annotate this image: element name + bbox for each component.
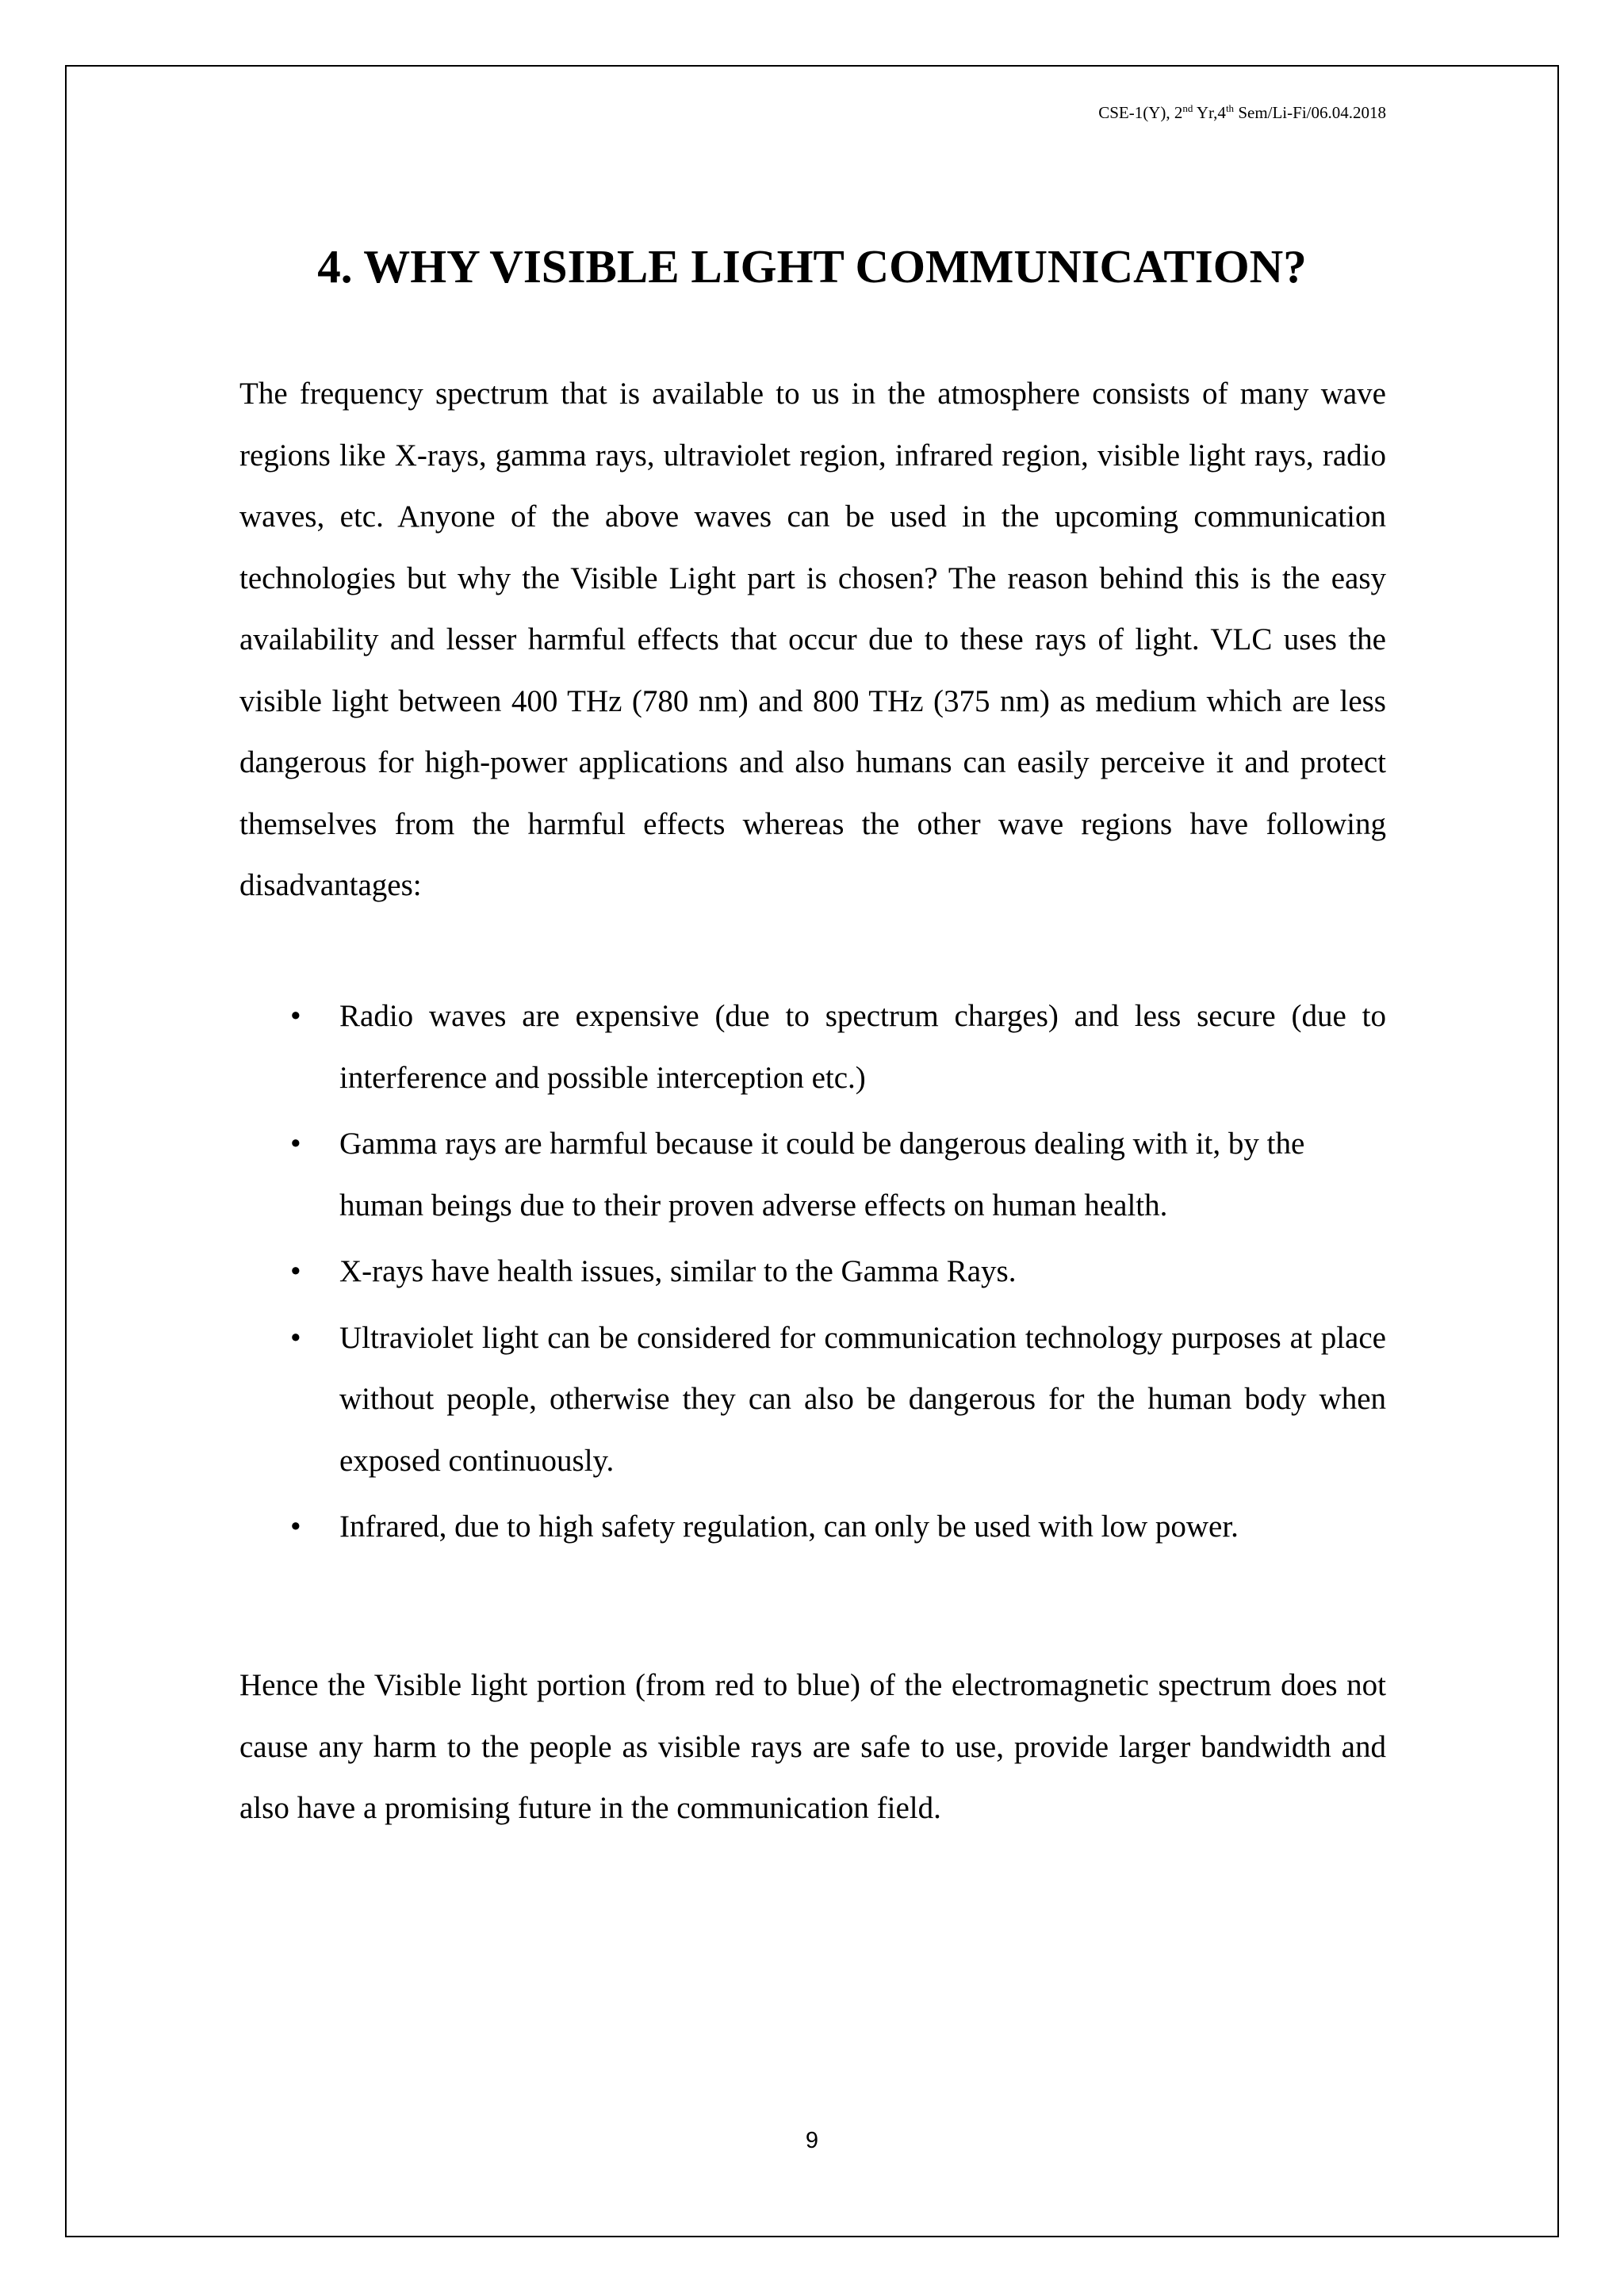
disadvantages-list xyxy=(239,985,1386,1563)
bullet-icon: • xyxy=(290,1320,301,1355)
header-superscript-th: th xyxy=(1225,102,1235,114)
bullet-icon: • xyxy=(290,1127,301,1161)
intro-paragraph: The frequency spectrum that is available to us in the atmosphere consists of many wave regions like X-rays, gamma rays, ultraviolet region, infrared region, visible light rays, radio waves, etc. Anyone of the above waves can be used in the upcoming communication technologies but why the Visible Light part is chosen? The reason behind this is the easy availability and lesser harmful effects that occur due to these rays of light. VLC uses the visible light between 400 THz (780 nm) and 800 THz (375 nm) as medium which are less dangerous for high-power applications and also humans can easily perceive it and protect themselves from the harmful effects whereas the other wave regions have following disadvantages: xyxy=(239,377,1386,902)
list-item-text: Ultraviolet light can be considered for communication technology purposes at place without people, otherwise they can also be dangerous for the human body when exposed continuously. xyxy=(339,1320,1386,1478)
list-item-text: Radio waves are expensive (due to spectrum charges) and less secure (due to interference and possible interception etc.) xyxy=(339,999,1386,1095)
page-number: 9 xyxy=(805,2128,819,2153)
header-prefix: CSE-1(Y), 2 xyxy=(1098,103,1183,122)
list-item-infrared xyxy=(239,1496,1386,1558)
header-suffix: Sem/Li-Fi/06.04.2018 xyxy=(1234,103,1386,122)
list-item-text: X-rays have health issues, similar to the Gamma Rays. xyxy=(339,1254,1017,1288)
header-superscript-nd: nd xyxy=(1182,102,1193,114)
bullet-icon: • xyxy=(290,999,301,1033)
chapter-title: 4. WHY VISIBLE LIGHT COMMUNICATION? xyxy=(317,240,1307,293)
running-header xyxy=(1098,101,1386,124)
list-item-text: Gamma rays are harmful because it could be dangerous dealing with it, by the human beings due to their proven adverse effects on human health. xyxy=(339,1127,1305,1223)
conclusion-paragraph: Hence the Visible light portion (from red to blue) of the electromagnetic spectrum does not cause any harm to the people as visible rays are safe to use, provide larger bandwidth and also have a promising future in the communication field. xyxy=(239,1668,1386,1825)
list-item-ultraviolet xyxy=(239,1307,1386,1492)
list-item-x-rays xyxy=(239,1241,1386,1303)
header-mid: Yr,4 xyxy=(1193,103,1226,122)
bullet-icon: • xyxy=(290,1510,301,1544)
bullet-icon: • xyxy=(290,1254,301,1288)
list-item-radio-waves xyxy=(239,985,1386,1108)
list-item-text: Infrared, due to high safety regulation, can only be used with low power. xyxy=(339,1510,1239,1544)
list-item-gamma-rays xyxy=(239,1113,1386,1236)
